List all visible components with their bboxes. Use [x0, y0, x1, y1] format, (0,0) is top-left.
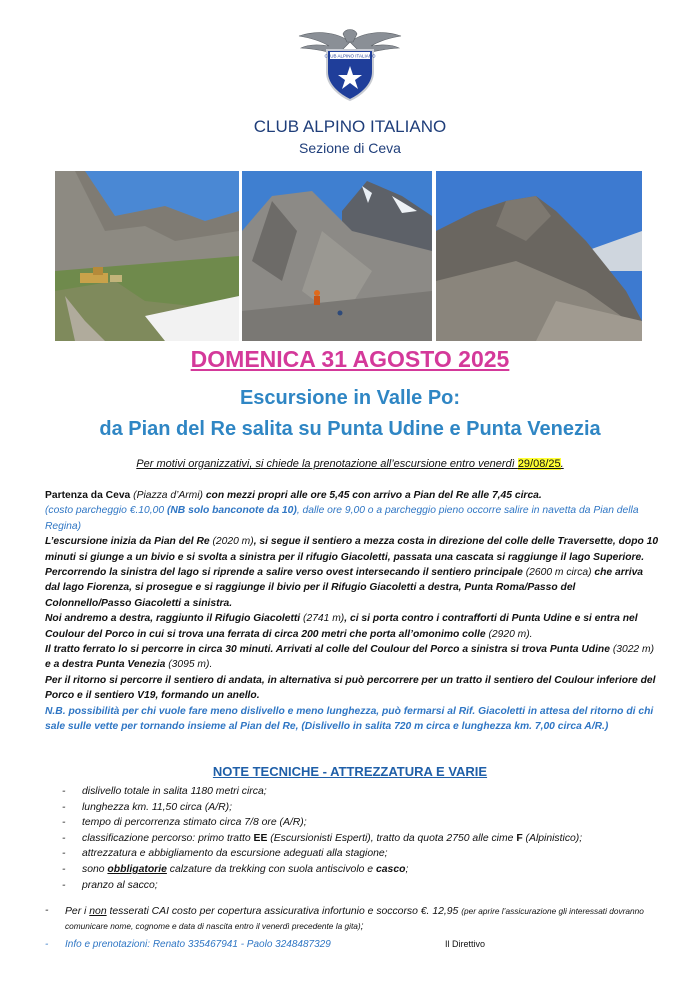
booking-deadline: 29/08/25 — [517, 458, 561, 470]
paragraph-summits: Il tratto ferrato lo si percorre in circa 30 minuti. Arrivati al colle del Coulour del Porco a sinistra si trova Punta Udine (3022 m) e a destra Punta Venezia (3095 m). — [45, 644, 655, 671]
notes-heading: NOTE TECNICHE - ATTREZZATURA E VARIE — [212, 764, 488, 779]
cai-emblem-logo — [297, 24, 403, 102]
paragraph-route-ferrata: Noi andremo a destra, raggiunto il Rifugio Giacoletti (2741 m), ci si porta contro i contrafforti di Punta Udine e si entra nel Coulour del Porco in cui si trova una ferrata di circa 200 metri che porta all’omonimo colle (2920 m). — [45, 613, 638, 640]
paragraph-parking: (costo parcheggio €.10,00 (NB solo banconote da 10), dalle ore 9,00 o a parcheggio pieno occorre salire in navetta da Pian della Regina) — [45, 505, 639, 532]
signature: Il Direttivo — [445, 939, 486, 949]
list-item: - tempo di percorrenza stimato circa 7/8 ore (A/R); — [62, 817, 307, 829]
emblem-text: CLUB ALPINO ITALIANO — [324, 53, 376, 59]
event-date-title: DOMENICA 31 AGOSTO 2025 — [190, 346, 510, 372]
insurance-note: - Per i non tesserati CAI costo per copertura assicurativa infortunio e soccorso €. 12,95 (per aprire l’assicurazione gli interessati dovranno comunicare nome, cognome e data di nascita entro il venerdì precedente la gita); — [45, 905, 644, 932]
club-name: CLUB ALPINO ITALIANO — [253, 117, 447, 136]
paragraph-departure: Partenza da Ceva (Piazza d’Armi) con mezzi propri alle ore 5,45 con arrivo a Pian del Re alle 7,45 circa. — [45, 490, 542, 501]
photo-rifugio — [55, 171, 239, 341]
paragraph-nb: N.B. possibilità per chi vuole fare meno dislivello e meno lunghezza, può fermarsi al Rif. Giacoletti in attesa del ritorno di chi sale sulle vette per tornando insieme al Pian del Re, (Dislivello in salita 720 m circa e lunghezza km. 7,00 circa A/R.) — [45, 705, 654, 733]
booking-notice — [0, 458, 700, 470]
description-body — [45, 488, 660, 735]
list-item: - lunghezza km. 11,50 circa (A/R); — [62, 801, 232, 813]
contact-info: - Info e prenotazioni: Renato 335467941 - Paolo 3248487329 — [45, 939, 331, 950]
photo-hikers-ascent — [242, 171, 432, 341]
event-subtitle-1: Escursione in Valle Po: — [239, 387, 461, 409]
list-item: - pranzo al sacco; — [62, 879, 158, 891]
list-item: - classificazione percorso: primo tratto EE (Escursionisti Esperti), tratto da quota 2750 alle cime F (Alpinistico); — [62, 832, 583, 844]
event-subtitle-2: da Pian del Re salita su Punta Udine e Punta Venezia — [99, 418, 601, 440]
notes-list — [62, 784, 672, 893]
section-name: Sezione di Ceva — [299, 140, 401, 156]
booking-notice-text: Per motivi organizzativi, si chiede la prenotazione all’escursione entro venerdì — [136, 458, 518, 470]
booking-notice-end: . — [560, 458, 564, 470]
paragraph-route-start: L’escursione inizia da Pian del Re (2020 m), si segue il sentiero a mezza costa in direzione del colle delle Traversette, dopo 10 minuti si giunge a un bivio e si svolta a sinistra per il rifugio Giacoletti, passata una cascata si raggiunge il lago Superiore. Percorrendo la sinistra del lago si riprende a salire verso ovest intersecando il sentiero principale (2600 m circa) che arriva dal lago Fiorenza, si prosegue e si raggiunge il bivio per il Rifugio Giacoletti a destra, Punta Roma/Passo del Colonnello/Passo Giacoletti a sinistra. — [45, 536, 659, 609]
photo-rocky-ridge — [436, 171, 642, 341]
paragraph-return: Per il ritorno si percorre il sentiero di andata, in alternativa si può percorrere per un tratto il sentiero del Coulour inferiore del Porco e il sentiero V19, formando un anello. — [45, 674, 656, 702]
list-item: - dislivello totale in salita 1180 metri circa; — [62, 786, 267, 797]
list-item: - attrezzatura e abbigliamento da escursione adeguati alla stagione; — [62, 848, 388, 860]
list-item: - sono obbligatorie calzature da trekking con suola antiscivolo e casco; — [62, 863, 409, 875]
